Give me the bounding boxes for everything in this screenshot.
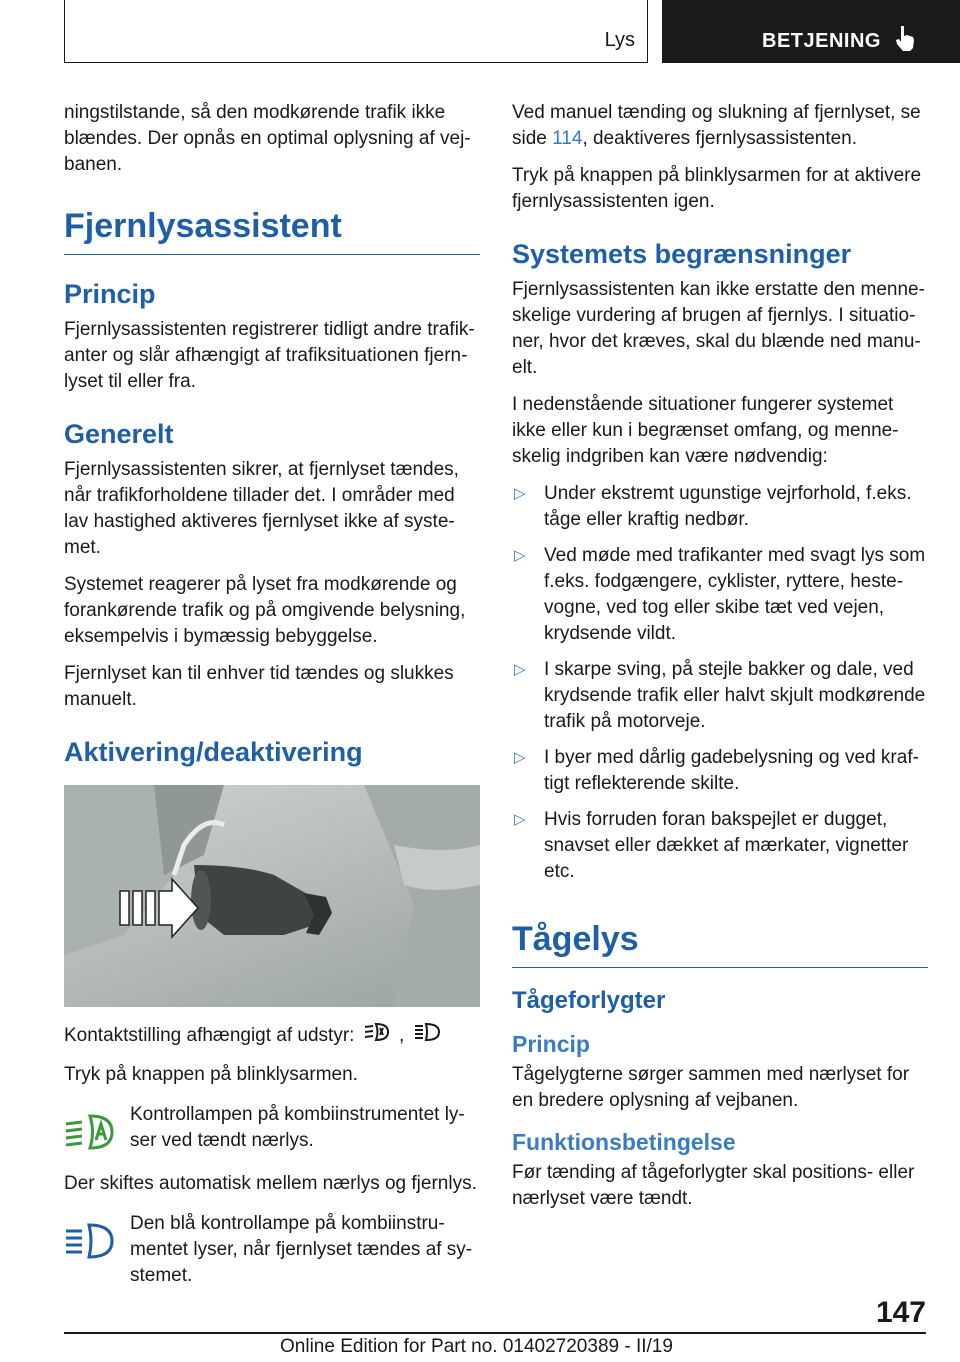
bullet-triangle-icon: ▷ [514,661,526,678]
high-beam-assist-indicator-icon [64,1102,130,1157]
heading-begraensninger: Systemets begrænsninger [512,239,852,269]
turn-signal-lever-illustration [64,785,480,1007]
hand-pointer-icon [894,24,916,57]
list-item-text: Ved møde med trafikanter med svagt lys som f.eks. fodgængere, cyklister, ryttere, heste-vogne, ved tog eller skibe tæt ved vejen, krydsende vildt. [544,545,926,644]
limitations-list [512,481,928,885]
heading-tagelys: Tågelys [512,919,928,968]
tryk-aktivere-paragraph: Tryk på knappen på blinklysarmen for at aktivere fjernlysassistenten igen. [512,165,922,212]
list-item-text: I skarpe sving, på stejle bakker og dale, ved krydsende trafik eller halvt skjult modkørende trafik på motorveje. [544,659,926,732]
bullet-triangle-icon: ▷ [514,547,526,564]
manuel-text-post: , deaktiveres fjernlysassistenten. [582,128,858,149]
list-item [512,745,928,797]
header-section-title: Lys [604,29,635,51]
list-item-text: Hvis forruden foran bakspejlet er dugget, snavset eller dækket af mærkater, vignetter etc. [544,809,909,882]
heading-generelt: Generelt [64,419,174,449]
list-item [512,543,928,647]
kontakt-separator: , [399,1025,405,1047]
heading-princip-2: Princip [512,1031,590,1057]
heading-fjernlysassistent: Fjernlysassistent [64,206,480,255]
begr-paragraph-2: I nedenstående situationer fungerer systemet ikke eller kun i begrænset omfang, og menne-skelig indgriben kan være nødvendig: [512,394,899,467]
list-item-text: I byer med dårlig gadebelysning og ved kraf-tigt reflekterende skilte. [544,747,919,794]
list-item [512,657,928,735]
right-column [512,100,928,1223]
heading-princip: Princip [64,279,156,309]
list-item [512,481,928,533]
high-beam-indicator-icon [64,1211,130,1266]
footer-divider [64,1332,926,1334]
page-number: 147 [875,1296,926,1329]
kontrol1-paragraph: Kontrollampen på kombiinstrumentet ly-ser ved tændt nærlys. [130,1104,465,1151]
left-column [64,100,480,1303]
begr-paragraph-1: Fjernlysassistenten kan ikke erstatte den menne-skelige vurdering af brugen af fjernlys. I situatio-ner, hvor det kræves, skal du blænde ned manu-elt. [512,279,925,378]
indicator-row-green [64,1102,480,1157]
heading-funktionsbetingelse: Funktionsbetingelse [512,1129,736,1155]
heading-aktivering: Aktivering/deaktivering [64,737,363,767]
header-section-box [64,0,648,63]
list-item [512,807,928,885]
high-beam-icon [414,1021,440,1051]
bullet-triangle-icon: ▷ [514,811,526,828]
manuel-text-pre: Ved manuel tænding og slukning af fjernlyset, se side [512,102,921,149]
princip-paragraph: Fjernlysassistenten registrerer tidligt andre trafik-anter og slår afhængigt af trafiksituationen fjern-lyset til eller fra. [64,319,475,392]
indicator-row-blue [64,1211,480,1289]
high-beam-assist-auto-icon [364,1021,390,1051]
header-chapter-title: BETJENING [762,30,881,52]
generelt-paragraph-3: Fjernlyset kan til enhver tid tændes og slukkes manuelt. [64,663,454,710]
intro-paragraph: ningstilstande, så den modkørende trafik ikke blændes. Der opnås en optimal oplysning af vej-banen. [64,102,471,175]
funk-paragraph: Før tænding af tågeforlygter skal positions- eller nærlyset være tændt. [512,1162,915,1209]
kontrol2-paragraph: Den blå kontrollampe på kombiinstru-mentet lyser, når fjernlyset tændes af sy-stemet. [130,1213,473,1286]
list-item-text: Under ekstremt ugunstige vejrforhold, f.eks. tåge eller kraftig nedbør. [544,483,912,530]
generelt-paragraph-2: Systemet reagerer på lyset fra modkørende og forankørende trafik og på omgivende belysning, eksempelvis i bymæssig bebyggelse. [64,574,466,647]
footer-edition: Online Edition for Part no. 01402720389 - II/19 [280,1336,673,1357]
skift-paragraph: Der skiftes automatisk mellem nærlys og fjernlys. [64,1173,477,1194]
header-chapter-tab [662,0,960,63]
kontakt-paragraph [64,1021,480,1051]
manuel-paragraph [512,100,928,152]
generelt-paragraph-1: Fjernlysassistenten sikrer, at fjernlyset tændes, når trafikforholdene tillader det. I områder med lav hastighed aktiveres fjernlyset ikke af syste-met. [64,459,459,558]
kontakt-text: Kontaktstilling afhængigt af udstyr: [64,1025,355,1047]
bullet-triangle-icon: ▷ [514,485,526,502]
princip2-paragraph: Tågelygterne sørger sammen med nærlyset for en bredere oplysning af vejbanen. [512,1064,910,1111]
heading-tageforlygter: Tågeforlygter [512,987,666,1014]
bullet-triangle-icon: ▷ [514,749,526,766]
page-reference-link[interactable]: 114 [552,128,583,149]
tryk-paragraph: Tryk på knappen på blinklysarmen. [64,1064,358,1085]
